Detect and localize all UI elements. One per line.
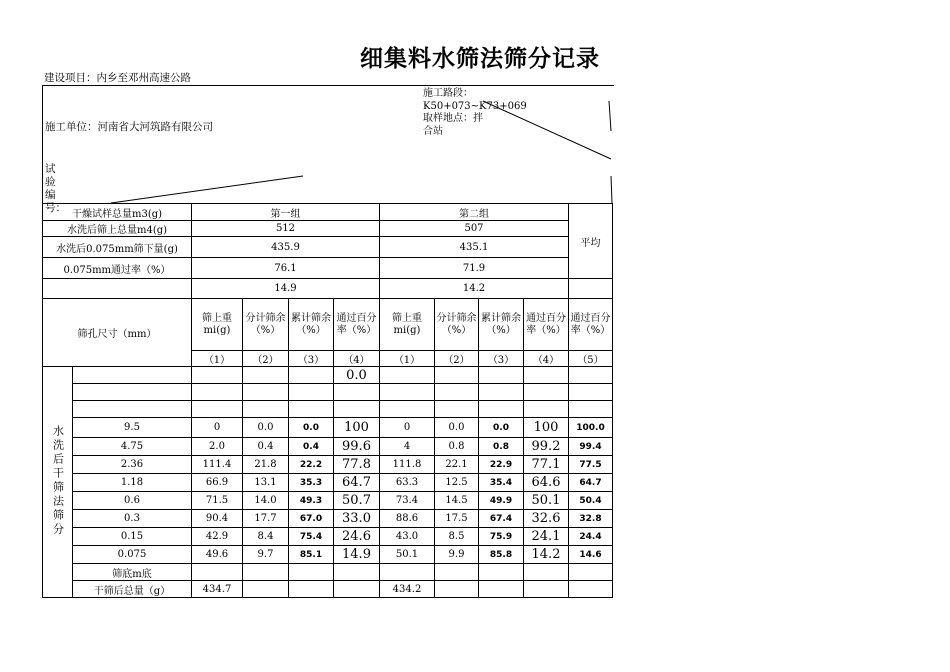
- cell-p2: 14.5: [435, 492, 479, 510]
- summary-label: 干燥试样总量m3(g): [43, 204, 192, 221]
- table-row: [43, 438, 613, 456]
- cell-t1: [334, 564, 380, 581]
- cell-c1: 0.0: [289, 418, 334, 438]
- sieve-size-cell: 干筛后总量（g）: [73, 581, 192, 598]
- col-pass-header: 通过百分率（%）: [569, 299, 613, 351]
- summary-value-g1: 512: [192, 221, 380, 237]
- cell-w1: 111.4: [192, 456, 243, 474]
- cell-p2: 0.0: [435, 418, 479, 438]
- sieve-size-cell: [73, 367, 192, 384]
- cell-t1: [334, 401, 380, 418]
- summary-spacer: [43, 279, 192, 299]
- cell-t2: [524, 367, 569, 384]
- cell-avg: 77.5: [569, 456, 613, 474]
- sieve-size-cell: 2.36: [73, 456, 192, 474]
- summary-value-g1: 76.1: [192, 258, 380, 279]
- project-label: 建设项目：内乡至邓州高速公路: [44, 72, 191, 84]
- cell-c1: 22.2: [289, 456, 334, 474]
- cell-avg: [569, 367, 613, 384]
- cell-c2: 22.9: [479, 456, 524, 474]
- table-row: [43, 367, 613, 384]
- cell-w2: [380, 367, 435, 384]
- cell-w1: 49.6: [192, 546, 243, 564]
- cell-w1: 71.5: [192, 492, 243, 510]
- sieve-size-cell: 筛底m底: [73, 564, 192, 581]
- cell-avg: [569, 564, 613, 581]
- summary-label: 水洗后筛上总量m4(g): [43, 221, 192, 237]
- group2-header: 第二组: [380, 204, 569, 221]
- cell-c1: 0.4: [289, 438, 334, 456]
- cell-c1: [289, 401, 334, 418]
- cell-t2: 24.1: [524, 528, 569, 546]
- col-part-header: 分计筛余（%）: [435, 299, 479, 351]
- cell-t1: 50.7: [334, 492, 380, 510]
- summary-label: 0.075mm通过率（%）: [43, 258, 192, 279]
- cell-p2: 9.9: [435, 546, 479, 564]
- column-number: （5）: [569, 351, 613, 367]
- cell-c2: 35.4: [479, 474, 524, 492]
- cell-w1: 90.4: [192, 510, 243, 528]
- cell-c2: 75.9: [479, 528, 524, 546]
- cell-p2: 8.5: [435, 528, 479, 546]
- cell-w2: 88.6: [380, 510, 435, 528]
- cell-t1: [334, 581, 380, 598]
- col-cum-header: 累计筛余（%）: [289, 299, 334, 351]
- cell-c2: 0.8: [479, 438, 524, 456]
- cell-avg: [569, 401, 613, 418]
- cell-t2: 99.2: [524, 438, 569, 456]
- cell-p1: [243, 367, 289, 384]
- summary-value-g2: 435.1: [380, 237, 569, 258]
- cell-p2: 12.5: [435, 474, 479, 492]
- cell-c1: 35.3: [289, 474, 334, 492]
- summary-value-g2: 14.2: [380, 279, 569, 299]
- cell-w1: [192, 401, 243, 418]
- cell-c2: [479, 384, 524, 401]
- cell-t1: 99.6: [334, 438, 380, 456]
- table-row: [43, 456, 613, 474]
- cell-p1: 17.7: [243, 510, 289, 528]
- cell-avg: 99.4: [569, 438, 613, 456]
- cell-p1: 0.4: [243, 438, 289, 456]
- cell-p1: 8.4: [243, 528, 289, 546]
- cell-c2: 85.8: [479, 546, 524, 564]
- cell-avg: 64.7: [569, 474, 613, 492]
- cell-p1: [243, 564, 289, 581]
- cell-c2: 0.0: [479, 418, 524, 438]
- cell-avg: 24.4: [569, 528, 613, 546]
- col-pass-header: 通过百分率（%）: [524, 299, 569, 351]
- cell-avg: 100.0: [569, 418, 613, 438]
- col-cum-header: 累计筛余（%）: [479, 299, 524, 351]
- cell-p1: [243, 384, 289, 401]
- table-row: [43, 510, 613, 528]
- cell-p2: 17.5: [435, 510, 479, 528]
- summary-value-g1: 14.9: [192, 279, 380, 299]
- cell-p1: 9.7: [243, 546, 289, 564]
- cell-c1: 85.1: [289, 546, 334, 564]
- summary-value-g2: 71.9: [380, 258, 569, 279]
- construction-unit: 施工单位：河南省大河筑路有限公司: [45, 121, 213, 133]
- cell-w1: [192, 384, 243, 401]
- cell-w2: [380, 384, 435, 401]
- sieve-size-cell: [73, 401, 192, 418]
- cell-w2: [380, 564, 435, 581]
- cell-c1: [289, 564, 334, 581]
- column-number: （1）: [192, 351, 243, 367]
- cell-p2: 0.8: [435, 438, 479, 456]
- cell-t1: [334, 384, 380, 401]
- cell-w1: [192, 367, 243, 384]
- table-row: [43, 564, 613, 581]
- cell-avg: [569, 384, 613, 401]
- cell-t1: 100: [334, 418, 380, 438]
- summary-avg-empty: [569, 279, 613, 299]
- page-title: 细集料水筛法筛分记录: [360, 46, 600, 72]
- cell-t1: 14.9: [334, 546, 380, 564]
- table-row: [43, 546, 613, 564]
- column-number: （3）: [289, 351, 334, 367]
- cell-w1: 42.9: [192, 528, 243, 546]
- cell-p1: 21.8: [243, 456, 289, 474]
- cell-w2: 43.0: [380, 528, 435, 546]
- cell-c2: 49.9: [479, 492, 524, 510]
- cell-avg: 50.4: [569, 492, 613, 510]
- cell-w2: 63.3: [380, 474, 435, 492]
- column-number: （4）: [524, 351, 569, 367]
- cell-t1: 24.6: [334, 528, 380, 546]
- table-row: [43, 418, 613, 438]
- cell-p1: 13.1: [243, 474, 289, 492]
- cell-t1: 0.0: [334, 367, 380, 384]
- column-number: （2）: [435, 351, 479, 367]
- cell-p1: 14.0: [243, 492, 289, 510]
- col-weight-header: 筛上重mi(g): [380, 299, 435, 351]
- side-label-text: 水洗后干筛法筛分: [51, 424, 65, 537]
- column-number: （3）: [479, 351, 524, 367]
- table-row: [43, 528, 613, 546]
- cell-t2: 14.2: [524, 546, 569, 564]
- cell-p2: [435, 581, 479, 598]
- cell-c2: [479, 581, 524, 598]
- cell-c2: 67.4: [479, 510, 524, 528]
- col-part-header: 分计筛余（%）: [243, 299, 289, 351]
- cell-c2: [479, 401, 524, 418]
- col-pass-header: 通过百分率（%）: [334, 299, 380, 351]
- table-row: [43, 492, 613, 510]
- sieve-size-cell: 0.15: [73, 528, 192, 546]
- cell-c1: 67.0: [289, 510, 334, 528]
- cell-c1: [289, 384, 334, 401]
- sieve-size-cell: [73, 384, 192, 401]
- cell-c2: [479, 367, 524, 384]
- cell-avg: 32.8: [569, 510, 613, 528]
- sieve-size-cell: 0.075: [73, 546, 192, 564]
- cell-t2: [524, 581, 569, 598]
- side-label: [43, 367, 73, 598]
- cell-t2: [524, 401, 569, 418]
- column-number: （2）: [243, 351, 289, 367]
- cell-w2: 4: [380, 438, 435, 456]
- cell-avg: [569, 581, 613, 598]
- cell-p2: [435, 384, 479, 401]
- cell-t2: [524, 564, 569, 581]
- cell-p2: [435, 564, 479, 581]
- cell-c1: [289, 367, 334, 384]
- sieve-table: [42, 203, 613, 598]
- test-number-label: 试验编号：: [45, 163, 66, 214]
- sieve-size-cell: 0.6: [73, 492, 192, 510]
- cell-p1: [243, 581, 289, 598]
- col-weight-header: 筛上重mi(g): [192, 299, 243, 351]
- cell-c1: 75.4: [289, 528, 334, 546]
- group1-header: 第一组: [192, 204, 380, 221]
- cell-p2: 22.1: [435, 456, 479, 474]
- sieve-size-cell: 1.18: [73, 474, 192, 492]
- cell-c1: [289, 581, 334, 598]
- diagonal-lines: [43, 86, 614, 204]
- table-row: [43, 401, 613, 418]
- cell-p1: 0.0: [243, 418, 289, 438]
- summary-value-g2: 507: [380, 221, 569, 237]
- summary-value-g1: 435.9: [192, 237, 380, 258]
- cell-t1: 77.8: [334, 456, 380, 474]
- section-info: 施工路段：K50+073~K73+069取样地点：拌合站: [423, 88, 527, 137]
- cell-w2: 111.8: [380, 456, 435, 474]
- cell-w2: 0: [380, 418, 435, 438]
- cell-p1: [243, 401, 289, 418]
- cell-w2: 50.1: [380, 546, 435, 564]
- table-row: [43, 581, 613, 598]
- cell-t2: [524, 384, 569, 401]
- cell-t1: 33.0: [334, 510, 380, 528]
- cell-p2: [435, 401, 479, 418]
- cell-w1: 0: [192, 418, 243, 438]
- cell-avg: 14.6: [569, 546, 613, 564]
- cell-w1: 2.0: [192, 438, 243, 456]
- sieve-size-header: 筛孔尺寸（mm）: [43, 299, 192, 367]
- cell-t2: 77.1: [524, 456, 569, 474]
- cell-w1: [192, 564, 243, 581]
- cell-w2: 73.4: [380, 492, 435, 510]
- cell-c2: [479, 564, 524, 581]
- cell-c1: 49.3: [289, 492, 334, 510]
- average-header: 平均: [569, 204, 613, 279]
- cell-w2: [380, 401, 435, 418]
- table-row: [43, 384, 613, 401]
- column-number: （1）: [380, 351, 435, 367]
- sieve-size-cell: 4.75: [73, 438, 192, 456]
- table-row: [43, 474, 613, 492]
- column-number: （4）: [334, 351, 380, 367]
- cell-t2: 100: [524, 418, 569, 438]
- cell-w1: 434.7: [192, 581, 243, 598]
- cell-p2: [435, 367, 479, 384]
- cell-t2: 64.6: [524, 474, 569, 492]
- cell-w2: 434.2: [380, 581, 435, 598]
- summary-label: 水洗后0.075mm筛下量(g): [43, 237, 192, 258]
- cell-w1: 66.9: [192, 474, 243, 492]
- cell-t2: 32.6: [524, 510, 569, 528]
- cell-t2: 50.1: [524, 492, 569, 510]
- sieve-size-cell: 0.3: [73, 510, 192, 528]
- cell-t1: 64.7: [334, 474, 380, 492]
- sieve-size-cell: 9.5: [73, 418, 192, 438]
